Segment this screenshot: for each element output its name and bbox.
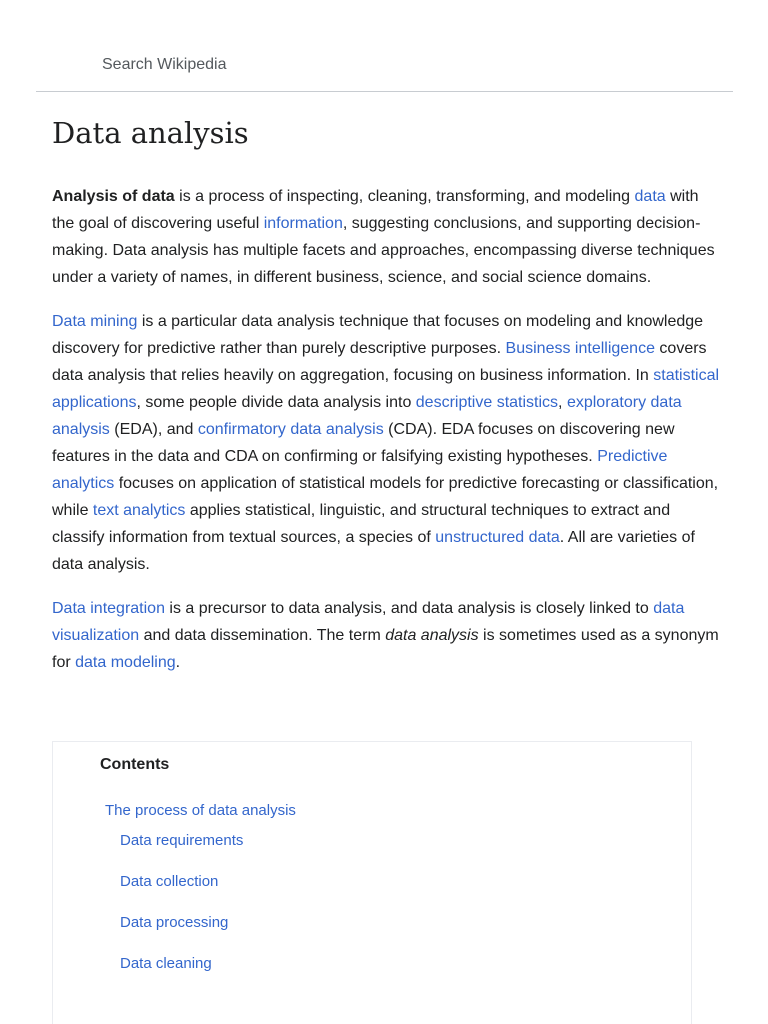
text: focuses on application of statistical models for predictive forecasting or classification, while <box>52 475 719 519</box>
text: with the goal of discovering useful <box>52 188 699 232</box>
link-unstructured-data[interactable]: unstructured data <box>435 529 560 546</box>
link-data-visualization[interactable]: data visualization <box>52 600 685 644</box>
search-input[interactable]: Search Wikipedia <box>102 56 227 73</box>
link-predictive-analytics[interactable]: Predictive analytics <box>52 448 668 492</box>
italic-term: data analysis <box>385 627 479 644</box>
link-data-modeling[interactable]: data modeling <box>75 654 176 671</box>
text: . All are varieties of data analysis. <box>52 529 695 573</box>
link-statistical-applications[interactable]: statistical applications <box>52 367 720 411</box>
toc-item-data-requirements[interactable]: Data requirements <box>120 832 244 849</box>
table-of-contents <box>52 741 692 1024</box>
page-title: Data analysis <box>52 116 249 150</box>
link-descriptive-statistics[interactable]: descriptive statistics <box>415 394 559 411</box>
paragraph-data-mining <box>52 308 722 578</box>
paragraph-intro <box>52 183 722 291</box>
toc-item-data-collection[interactable]: Data collection <box>120 873 219 890</box>
text: covers data analysis that relies heavily on aggregation, focusing on business information. In <box>52 340 707 384</box>
link-exploratory-data-analysis[interactable]: exploratory data analysis <box>52 394 682 438</box>
text: , suggesting conclusions, and supporting decision-making. Data analysis has multiple facets and approaches, encompassing diverse techniques under a variety of names, in different business, science, and social science domains. <box>52 215 715 286</box>
text: (CDA). EDA focuses on discovering new features in the data and CDA on confirming or falsifying existing hypotheses. <box>52 421 675 465</box>
text: is a particular data analysis technique that focuses on modeling and knowledge discovery for predictive rather than purely descriptive purposes. <box>52 313 704 357</box>
link-data-integration[interactable]: Data integration <box>52 600 165 617</box>
toc-title: Contents <box>100 756 170 773</box>
toc-item-process[interactable]: The process of data analysis <box>105 802 296 819</box>
text: , <box>558 394 567 411</box>
paragraph-data-integration <box>52 595 722 676</box>
text: is a precursor to data analysis, and data analysis is closely linked to <box>164 600 654 617</box>
toc-item-data-processing[interactable]: Data processing <box>120 914 229 931</box>
text: and data dissemination. The term <box>139 627 386 644</box>
link-text-analytics[interactable]: text analytics <box>92 502 186 519</box>
link-data-mining[interactable]: Data mining <box>52 313 138 330</box>
link-information[interactable]: information <box>263 215 343 232</box>
bold-term: Analysis of data <box>52 188 175 205</box>
text: is a process of inspecting, cleaning, transforming, and modeling <box>174 188 635 205</box>
link-business-intelligence[interactable]: Business intelligence <box>505 340 655 357</box>
header-bar <box>36 0 733 92</box>
text: applies statistical, linguistic, and structural techniques to extract and classify information from textual sources, a species of <box>52 502 671 546</box>
link-data[interactable]: data <box>634 188 666 205</box>
link-confirmatory-data-analysis[interactable]: confirmatory data analysis <box>197 421 384 438</box>
text: . <box>175 654 181 671</box>
article-body <box>52 183 722 693</box>
text: (EDA), and <box>109 421 198 438</box>
text: , some people divide data analysis into <box>136 394 416 411</box>
text: is sometimes used as a synonym for <box>52 627 719 671</box>
toc-item-data-cleaning[interactable]: Data cleaning <box>120 955 212 972</box>
